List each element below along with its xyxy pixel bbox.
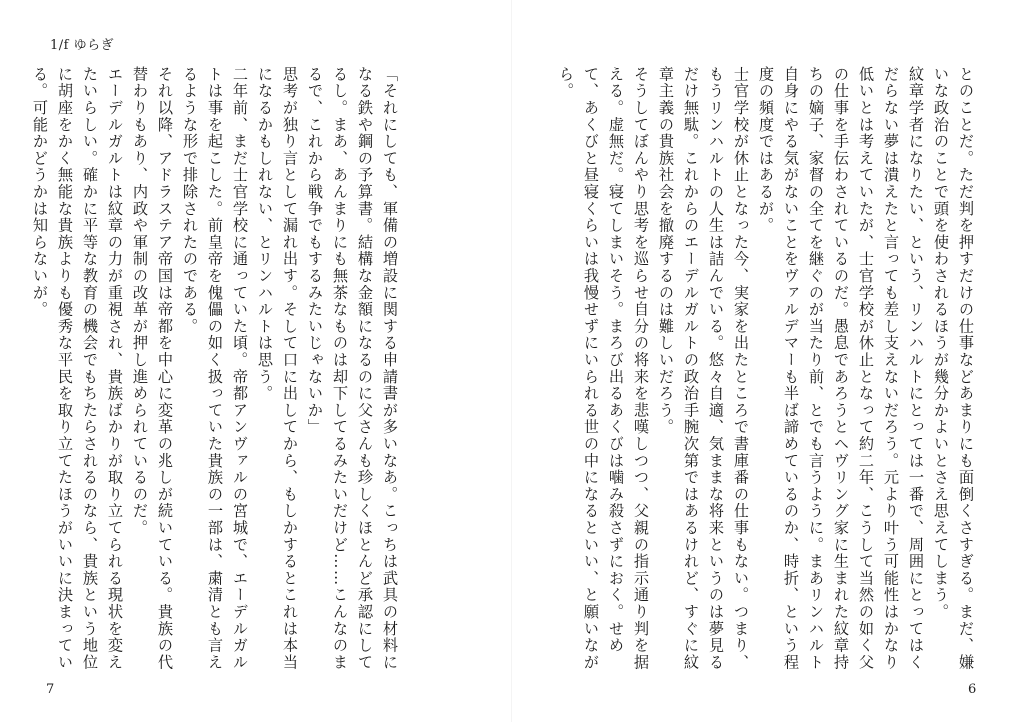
paragraph: 思考が独り言として漏れ出す。そして口に出してから、もしかするとこれは本当になるかもしれない、とリンハルトは思う。 — [256, 66, 299, 671]
page-left-text — [31, 66, 402, 678]
paragraph: 二年前、まだ士官学校に通っていた頃。帝都アンヴァルの宮城で、エーデルガルトは事を起こした。前皇帝を傀儡の如く扱っていた貴族の一部は、粛清とも言えるような形で排除されたのである。 — [181, 66, 249, 671]
page-number-left: 7 — [46, 682, 55, 697]
paragraph: 士官学校が休止となった今、実家を出たところで書庫番の仕事もない。つまり、もうリンハルトの人生は詰んでいる。悠々自適、気ままな将来というのは夢見るだけ無駄。これからのエーデルガルトの政治手腕次第ではあるけれど、すぐに紋章主義の貴族社会を撤廃するのは難しいだろう。 — [657, 66, 750, 671]
page-right-text — [557, 66, 978, 678]
paragraph: エーデルガルトは紋章の力が重視され、貴族ばかりが取り立てられる現状を変えたいらしい。確かに平等な教育の機会でもちたらされるのなら、貴族という地位に胡座をかく無能な貴族よりも優秀な平民を取り立てたほうがいいに決まっている。可能かどうかは知らないが。 — [31, 66, 124, 671]
page-number-right: 6 — [968, 682, 977, 697]
page-gutter — [511, 0, 512, 722]
running-header: 1/f ゆらぎ — [50, 38, 115, 53]
paragraph: そうしてぼんやり思考を巡らせ自分の将来を悲嘆しつつ、父親の指示通り判を据える。虚無だ。寝てしまいそう。まろび出るあくびは噛み殺さずにおく。せめて、あくびと昼寝くらいは我慢せずにいられる世の中になるといい、と願いながら。 — [557, 66, 650, 671]
paragraph: それ以降、アドラステア帝国は帝都を中心に変革の兆しが続いている。貴族の代替わりもあり、内政や軍制の改革が押し進められているのだ。 — [131, 66, 174, 671]
paragraph: 紋章学者になりたい、という、リンハルトにとっては一番で、周囲にとってはくだらない夢は潰えたと言っても差し支えないだろう。元より叶う可能性はかなり低いとは考えていたが、士官学校が休止となって約二年、こうして当然の如く父の仕事を手伝わされているのだ。愚息であろうとヘヴリング家に生まれた紋章持ちの嫡子、家督の全てを継ぐのが当たり前、とでも言うように。まあリンハルト自身にやる気がないことをヴァルデマーも半ば諦めているのか、時折、という程度の頻度ではあるが。 — [757, 66, 925, 671]
paragraph: とのことだ。ただ判を押すだけの仕事などあまりにも面倒くさすぎる。まだ、嫌いな政治のことで頭を使わされるほうが幾分かよいとさえ思えてしまう。 — [932, 66, 975, 671]
paragraph: 「それにしても、軍備の増設に関する申請書が多いなあ。こっちは武具の材料になる鉄や鋼の予算書。結構な金額になるのに父さんも珍しくほとんど承認にしてるし。まあ、あんまりにも無茶なものは却下してるみたいだけど……こんなのまるで、これから戦争でもするみたいじゃないか」 — [306, 66, 399, 671]
